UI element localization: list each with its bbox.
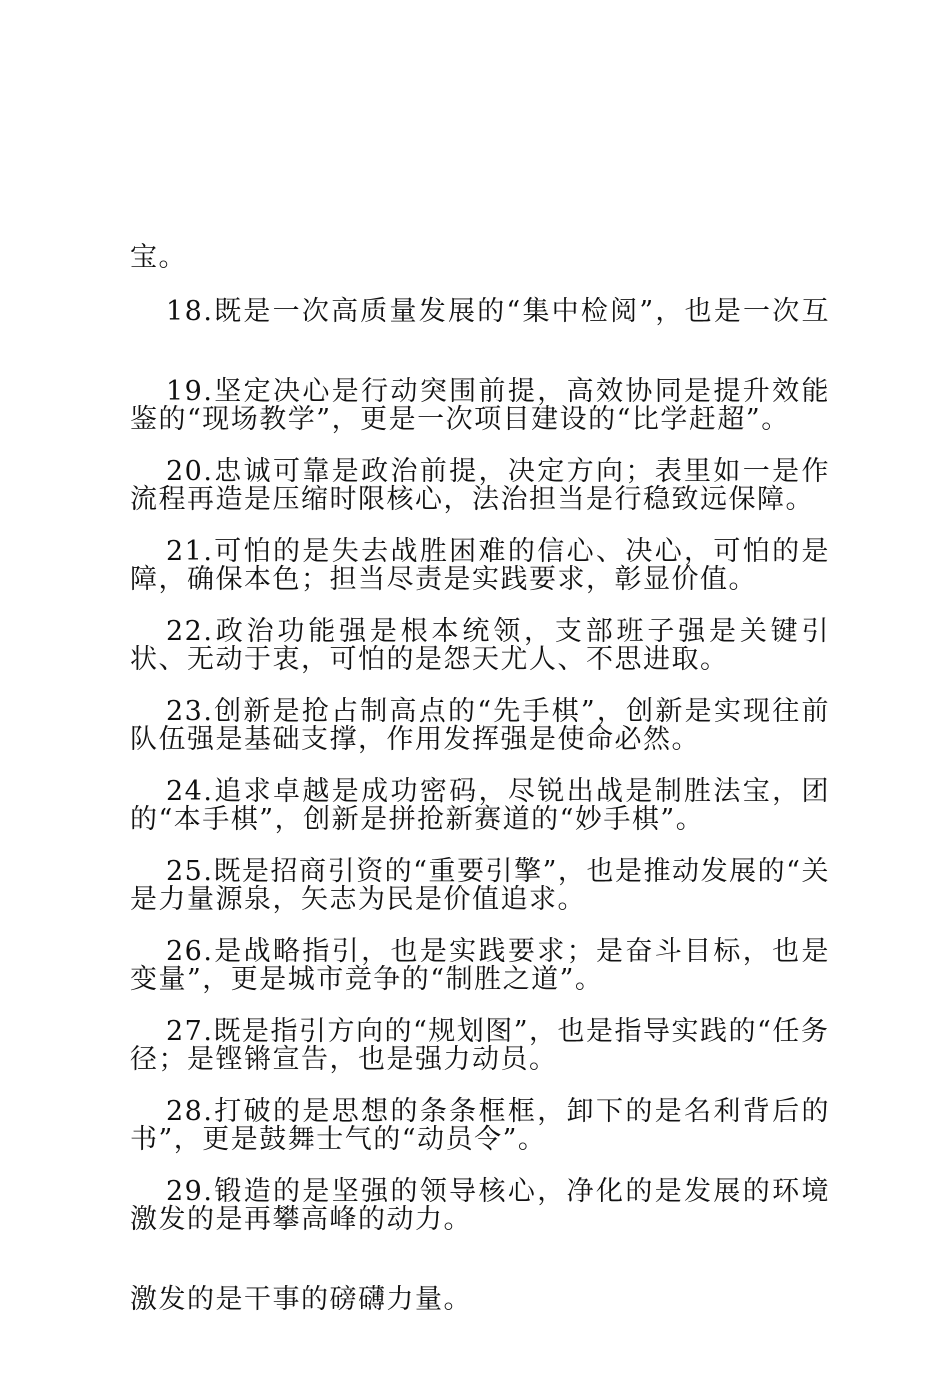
paragraph-line: 障，确保本色；担当尽责是实践要求，彰显价值。	[130, 564, 757, 595]
paragraph-line: 26.是战略指引，也是实践要求；是奋斗目标，也是	[166, 936, 830, 967]
paragraph-line: 22.政治功能强是根本统领，支部班子强是关键引	[166, 616, 830, 647]
paragraph-line: 23.创新是抢占制高点的“先手棋”，创新是实现往前	[166, 696, 830, 727]
paragraph-line: 27.既是指引方向的“规划图”，也是指导实践的“任务	[166, 1016, 830, 1047]
paragraph-line: 19.坚定决心是行动突围前提，高效协同是提升效能	[166, 376, 830, 407]
paragraph-line: 变量”，更是城市竞争的“制胜之道”。	[130, 964, 604, 995]
paragraph-line: 激发的是再攀高峰的动力。	[130, 1204, 472, 1235]
paragraph-line: 激发的是干事的磅礴力量。	[130, 1284, 472, 1315]
paragraph-line: 是力量源泉，矢志为民是价值追求。	[130, 884, 586, 915]
paragraph-29	[130, 1102, 830, 1390]
paragraph-line: 24.追求卓越是成功密码，尽锐出战是制胜法宝，团	[166, 776, 830, 807]
paragraph-line: 鉴的“现场教学”，更是一次项目建设的“比学赶超”。	[130, 404, 790, 435]
paragraph-line: 状、无动于衷，可怕的是怨天尤人、不思进取。	[130, 644, 729, 675]
paragraph-line: 28.打破的是思想的条条框框，卸下的是名利背后的	[166, 1096, 830, 1127]
paragraph-line: 18.既是一次高质量发展的“集中检阅”，也是一次互	[166, 296, 830, 327]
paragraph-line: 20.忠诚可靠是政治前提，决定方向；表里如一是作	[166, 456, 830, 487]
paragraph-line: 队伍强是基础支撑，作用发挥强是使命必然。	[130, 724, 700, 755]
paragraph-line: 的“本手棋”，创新是拼抢新赛道的“妙手棋”。	[130, 804, 705, 835]
paragraph-line: 径；是铿锵宣告，也是强力动员。	[130, 1044, 558, 1075]
paragraph-line: 流程再造是压缩时限核心，法治担当是行稳致远保障。	[130, 484, 814, 515]
paragraph-line: 书”，更是鼓舞士气的“动员令”。	[130, 1124, 547, 1155]
paragraph-line: 宝。	[130, 242, 187, 273]
paragraph-line: 21.可怕的是失去战胜困难的信心、决心，可怕的是	[166, 536, 830, 567]
paragraph-line: 29.锻造的是坚强的领导核心，净化的是发展的环境	[166, 1176, 830, 1207]
paragraph-line: 25.既是招商引资的“重要引擎”，也是推动发展的“关	[166, 856, 830, 887]
